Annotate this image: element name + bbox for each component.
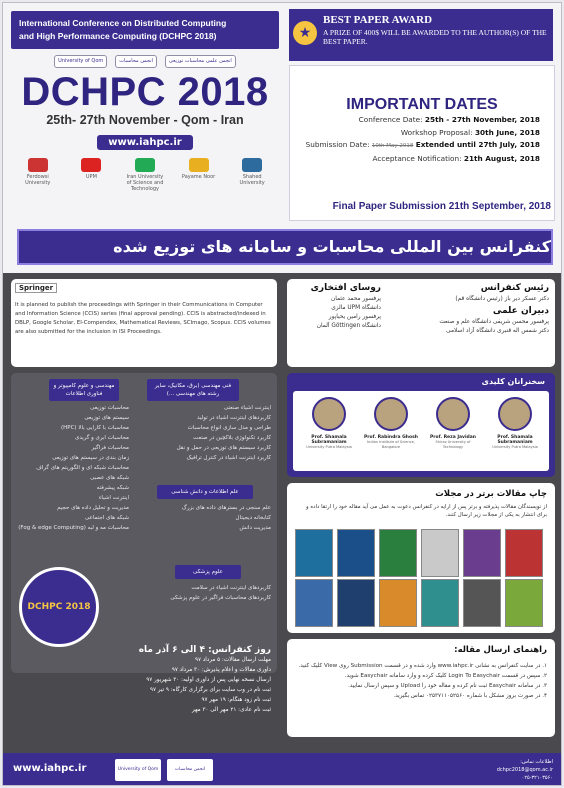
- contact-info: [333, 758, 553, 782]
- chairs-panel: [287, 279, 555, 367]
- journal-cover: [463, 529, 501, 577]
- header-left: [11, 11, 279, 192]
- honorary-chair: پرفسور رامین یحیاپور: [328, 314, 381, 320]
- honorary-affil: دانشگاه UPM مالزی: [331, 305, 381, 311]
- topic-list-engineering: [137, 403, 271, 463]
- speakers-heading: سخنرانان کلیدی: [481, 377, 545, 386]
- conference-days-heading: روز کنفرانس: ۴ الی ۶ آذر ماه: [138, 645, 271, 655]
- submission-guide-heading: راهنمای ارسال مقاله:: [454, 645, 547, 655]
- footer-website-link[interactable]: www.iahpc.ir: [13, 763, 87, 774]
- speaker-affiliation: Shiraz University of Technology: [435, 440, 471, 449]
- sponsor-logo: Ferdowsi University: [18, 158, 58, 192]
- content-area: [3, 273, 562, 753]
- award-text: A PRIZE OF 400$ WILL BE AWARDED TO THE AUTHOR(S) OF THE BEST PAPER.: [323, 28, 547, 46]
- journals-heading: چاپ مقالات برتر در مجلات: [435, 489, 547, 499]
- deadline-item: ارسال نسخه نهایی پس از داوری اولیه: ۳۰ شهریور ۹۷: [146, 677, 271, 683]
- submission-date-line: Submission Date: 10th May 2018 Extended until 27th July, 2018: [305, 140, 540, 149]
- springer-logo: Springer: [15, 283, 57, 293]
- journal-cover: [421, 529, 459, 577]
- topic-list-computer: [17, 403, 129, 533]
- submission-steps: [293, 661, 547, 701]
- submission-step: ۲. سپس در قسمت Login To Easychair کلیک کرده و وارد سامانه Easychair شوید.: [344, 673, 547, 679]
- journal-cover: [295, 529, 333, 577]
- important-dates-box: [289, 65, 555, 221]
- scientific-chair: دکتر شمس اله قنبری دانشگاه آزاد اسلامی: [446, 328, 549, 334]
- speaker-name: Prof. Reza Javidan: [430, 435, 476, 440]
- footer: [3, 753, 562, 786]
- topic-item: اینترنت اشیاء صنعتی: [223, 405, 271, 411]
- important-dates-heading: IMPORTANT DATES: [346, 96, 498, 113]
- speaker-photo: [374, 397, 408, 431]
- award-star-icon: ★: [293, 21, 317, 45]
- conference-date-line: Conference Date: 25th - 27th November, 2018: [358, 115, 540, 124]
- submission-step: ۱. در سایت کنفرانس به نشانی www.iahpc.ir وارد شده و در قسمت Submission روی View کلیک کنید.: [298, 663, 547, 669]
- sponsor-logo: Shahed University: [232, 158, 272, 192]
- contact-heading: اطلاعات تماس:: [520, 759, 553, 765]
- topic-item: محاسبات شبکه ای و الگوریتم های گراف: [36, 465, 129, 471]
- journal-cover: [421, 579, 459, 627]
- contact-email[interactable]: dchpc2018@qom.ac.ir: [496, 767, 553, 773]
- submission-step: ۳. در سامانه Easychair ثبت نام کرده و مقاله خود را Upload و سپس ارسال نمایید.: [347, 683, 547, 689]
- topic-tag-medical: علوم پزشکی: [175, 565, 241, 579]
- scientific-chair: پرفسور محسن شریفی دانشگاه علم و صنعت: [439, 319, 549, 325]
- chairs-column: [389, 283, 549, 336]
- conference-acronym: DCHPC 2018: [21, 70, 269, 114]
- speaker-affiliation: University Putra Malaysia: [306, 445, 352, 449]
- acceptance-date-line: Acceptance Notification: 21th August, 2018: [372, 153, 540, 163]
- honorary-chair: پرفسور محمد عثمان: [330, 296, 381, 302]
- speaker-affiliation: University Putra Malaysia: [492, 445, 538, 449]
- keynote-speakers-panel: [287, 373, 555, 477]
- topic-item: محاسبات ابری و گریدی: [75, 435, 129, 441]
- topic-item: کتابخانه دیجیتال: [235, 515, 271, 521]
- topic-item: علم سنجی در بسترهای داده های بزرگ: [181, 505, 271, 511]
- speaker-affiliation: Indian Institute of Science, Bangalore: [367, 440, 415, 449]
- submission-guide-panel: [287, 639, 555, 737]
- speaker-name: Prof. Shamala Subramaniam: [311, 435, 347, 445]
- logo-distributed-association: انجمن علمی محاسبات توزیعی: [165, 55, 236, 68]
- footer-logo-university: University of Qom: [115, 759, 161, 781]
- journal-cover: [295, 579, 333, 627]
- journal-covers: [295, 529, 547, 627]
- speaker-card: [487, 397, 543, 450]
- speaker-card: [425, 397, 481, 450]
- journal-cover: [463, 579, 501, 627]
- topic-item: اینترنت اشیاء: [98, 495, 129, 501]
- topic-item: محاسبات توزیعی: [90, 405, 129, 411]
- contact-phone: ۰۲۵-۳۲۱۰۳۵۶۰: [521, 775, 553, 781]
- conference-name-line2: and High Performance Computing (DCHPC 2018): [19, 31, 217, 41]
- springer-text: It is planned to publish the proceedings with Springer in their Communications in Computer and Information Science (CCIS) series (final approval pending). CCIS is abstracted/indexed in DBLP, Google Scholar, EI-Compendex, Mathematical Reviews, SCImago, Scopus. CCIS volumes are also submitted for the inclusion in ISI Proceedings.: [15, 302, 271, 335]
- speaker-photo: [498, 397, 532, 431]
- chair-heading: رئیس کنفرانس: [480, 283, 549, 293]
- deadline-item: ثبت نام زود هنگام: ۱۹ مهر ۹۷: [201, 697, 271, 703]
- speaker-photo: [312, 397, 346, 431]
- workshop-date-line: Workshop Proposal: 30th June, 2018: [400, 127, 540, 137]
- speaker-card: [363, 397, 419, 450]
- topic-tag-information: علم اطلاعات و دانش شناسی: [157, 485, 253, 499]
- topic-item: کاربرد اینترنت اشیاء در کنترل ترافیک: [186, 455, 271, 461]
- topic-item: شبکه پیشرفته: [96, 485, 129, 491]
- topic-item: کاربردهای اینترنت اشیاء در سلامت: [191, 585, 271, 591]
- sponsor-logo: Payame Noor: [179, 158, 219, 192]
- topic-item: کاربرد سیستم های توزیعی در حمل و نقل: [176, 445, 271, 451]
- conference-name-line1: International Conference on Distributed Computing: [19, 18, 227, 28]
- award-title: BEST PAPER AWARD: [323, 14, 433, 26]
- speaker-card: [301, 397, 357, 450]
- topic-item: طراحی و مدل سازی انواع محاسبات: [187, 425, 271, 431]
- speakers-list: [293, 391, 549, 471]
- speaker-name: Prof. Rabindra Ghosh: [364, 435, 418, 440]
- speaker-photo: [436, 397, 470, 431]
- persian-title-band: کنفرانس بین المللی محاسبات و سامانه های توزیع شده: [17, 229, 553, 265]
- topic-item: مدیریت دانش: [239, 525, 271, 531]
- website-link[interactable]: www.iahpc.ir: [97, 135, 193, 150]
- final-submission-date: Final Paper Submission 21th September, 2018: [332, 201, 551, 212]
- topic-item: زمان بندی در سیستم های توزیعی: [52, 455, 129, 461]
- topic-tag-computer: مهندسی و علوم کامپیوتر و فناوری اطلاعات: [49, 379, 119, 401]
- topic-item: محاسبات مه و لبه (Fog & edge Computing): [18, 525, 129, 531]
- conference-dates-location: 25th- 27th November - Qom - Iran: [46, 113, 244, 127]
- topic-item: محاسبات فراگیر: [91, 445, 129, 451]
- honorary-column: [289, 283, 381, 331]
- scientific-heading: دبیران علمی: [492, 306, 549, 316]
- conference-poster: [2, 2, 562, 786]
- topic-item: شبکه های عصبی: [90, 475, 129, 481]
- deadline-item: داوری مقالات و اعلام پذیرش: ۳۰ مرداد ۹۷: [171, 667, 271, 673]
- sponsor-logo: UPM: [71, 158, 111, 192]
- deadline-item: ثبت نام در وب سایت برای برگزاری کارگاه: ۹ تیر ۹۷: [149, 687, 271, 693]
- conference-days: [11, 645, 277, 731]
- journal-cover: [379, 529, 417, 577]
- host-logos: [11, 55, 279, 68]
- topic-item: شبکه های اجتماعی: [85, 515, 129, 521]
- topic-list-information: [137, 503, 271, 533]
- logo-association: انجمن محاسبات: [115, 55, 157, 68]
- journal-cover: [505, 579, 543, 627]
- journal-cover: [505, 529, 543, 577]
- topic-tag-engineering: فنی مهندسی (برق، مکانیک، سایر رشته های مهندسی ...): [147, 379, 239, 401]
- topic-item: سیستم های توزیعی: [84, 415, 129, 421]
- journal-cover: [379, 579, 417, 627]
- sponsor-logo: Iran University of Science and Technology: [125, 158, 165, 192]
- deadline-item: ثبت نام عادی: ۲۱ مهر الی ۳۰ مهر: [192, 707, 271, 713]
- journals-text: از نویسندگان مقالات پذیرفته و برتر پس از ارایه در کنفرانس دعوت به عمل می آید مقاله خود را ارتقا داده و برای انتشار به یکی از مجلات زیر ارسال کنند.: [306, 504, 547, 518]
- topic-item: کاربرد تکنولوژی بلاکچین در صنعت: [193, 435, 271, 441]
- topic-item: مدیریت و تحلیل داده های حجیم: [57, 505, 129, 511]
- honorary-affil: دانشگاه Göttingen آلمان: [316, 323, 381, 329]
- topic-item: کاربردهای محاسبات فراگیر در علوم پزشکی: [170, 595, 271, 601]
- submission-step: ۴. در صورت بروز مشکل با شماره ۰۲۵۳۷۱۱۰۵۲۵۶۰ تماس بگیرید.: [393, 693, 547, 699]
- sponsor-logos: [11, 158, 279, 192]
- journal-cover: [337, 579, 375, 627]
- deadline-item: مهلت ارسال مقالات: ۵ مرداد ۹۷: [194, 657, 271, 663]
- chair-name: دکتر عسکر دیر باز (رئیس دانشگاه قم): [455, 296, 549, 302]
- logo-university-qom: University of Qom: [54, 55, 107, 68]
- conference-name-banner: [11, 11, 279, 49]
- best-paper-award: [289, 9, 553, 61]
- speaker-name: Prof. Shamala Subramaniam: [497, 435, 533, 445]
- topic-item: کاربردهای اینترنت اشیاء در تولید: [197, 415, 271, 421]
- conference-stamp: DCHPC 2018: [19, 567, 99, 647]
- topic-list-medical: [137, 583, 271, 603]
- journals-panel: [287, 483, 555, 633]
- topic-item: محاسبات با کارایی بالا (HPC): [60, 425, 129, 431]
- journal-cover: [337, 529, 375, 577]
- honorary-heading: روسای افتخاری: [310, 283, 381, 293]
- footer-logo-association: انجمن محاسبات: [167, 759, 213, 781]
- springer-panel: [11, 279, 277, 367]
